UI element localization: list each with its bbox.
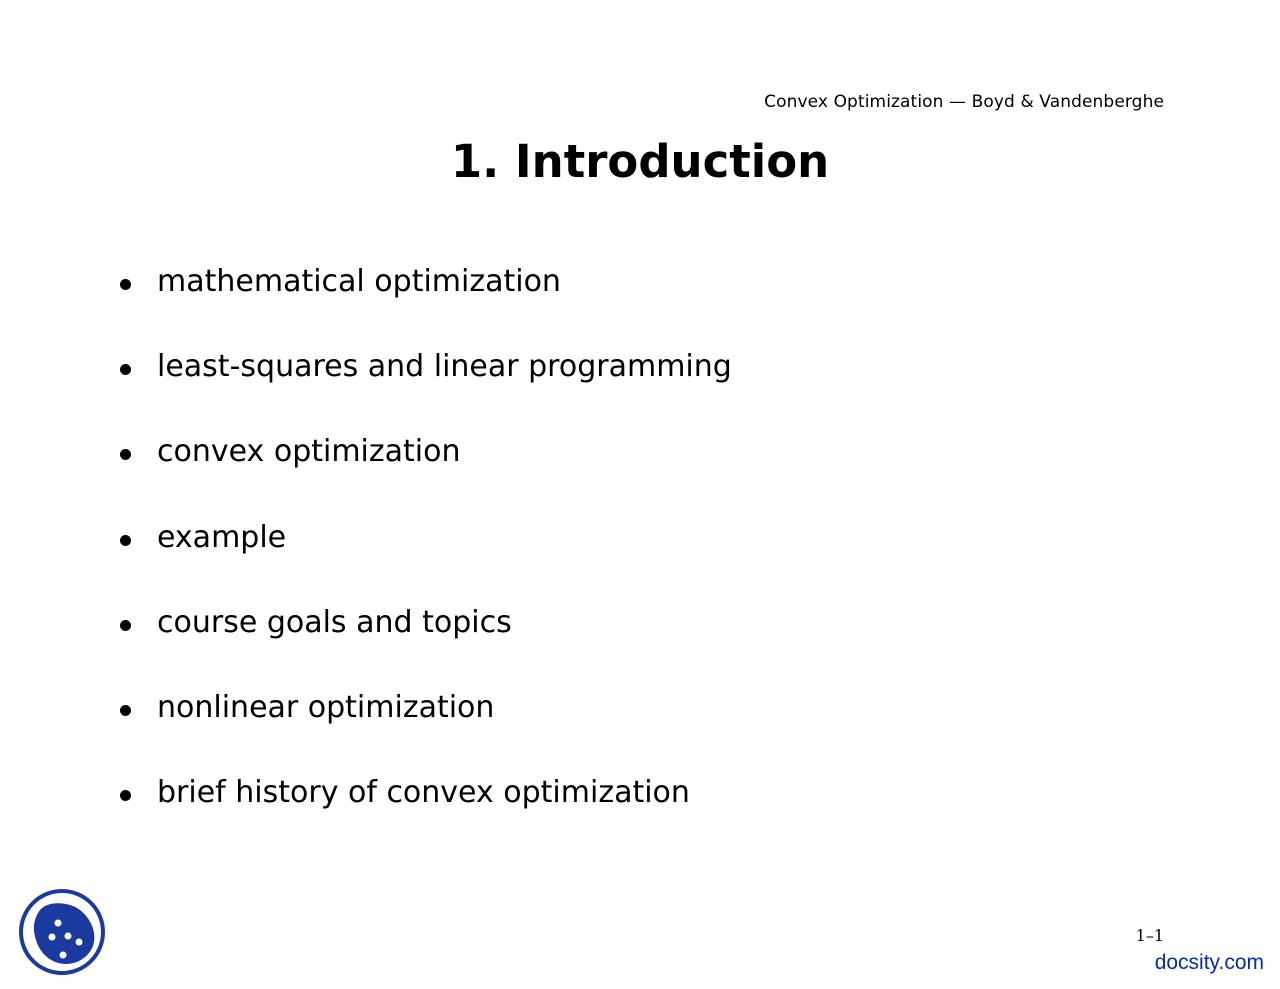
list-item [120, 432, 732, 517]
bullet-icon [120, 279, 131, 290]
bullet-icon [120, 790, 131, 801]
list-item-text: example [157, 519, 287, 555]
bullet-icon [120, 620, 131, 631]
stanford-seal-icon [18, 888, 106, 976]
bullet-icon [120, 535, 131, 546]
list-item-text: convex optimization [157, 434, 461, 470]
list-item [120, 347, 732, 432]
bullet-icon [120, 705, 131, 716]
list-item [120, 518, 732, 603]
list-item [120, 603, 732, 688]
list-item-text: least-squares and linear programming [157, 349, 732, 385]
list-item [120, 773, 732, 858]
bullet-list [120, 262, 732, 858]
list-item [120, 688, 732, 773]
bullet-icon [120, 449, 131, 460]
list-item-text: nonlinear optimization [157, 689, 495, 725]
list-item [120, 262, 732, 347]
running-header: Convex Optimization — Boyd & Vandenberghe [764, 92, 1164, 112]
slide-title: 1. Introduction [450, 135, 830, 188]
list-item-text: course goals and topics [157, 604, 512, 640]
page-number: 1–1 [1135, 926, 1164, 945]
list-item-text: mathematical optimization [157, 264, 561, 299]
bullet-icon [120, 364, 131, 375]
list-item-text: brief history of convex optimization [157, 775, 690, 811]
docsity-watermark-link[interactable]: docsity.com [1154, 951, 1264, 974]
